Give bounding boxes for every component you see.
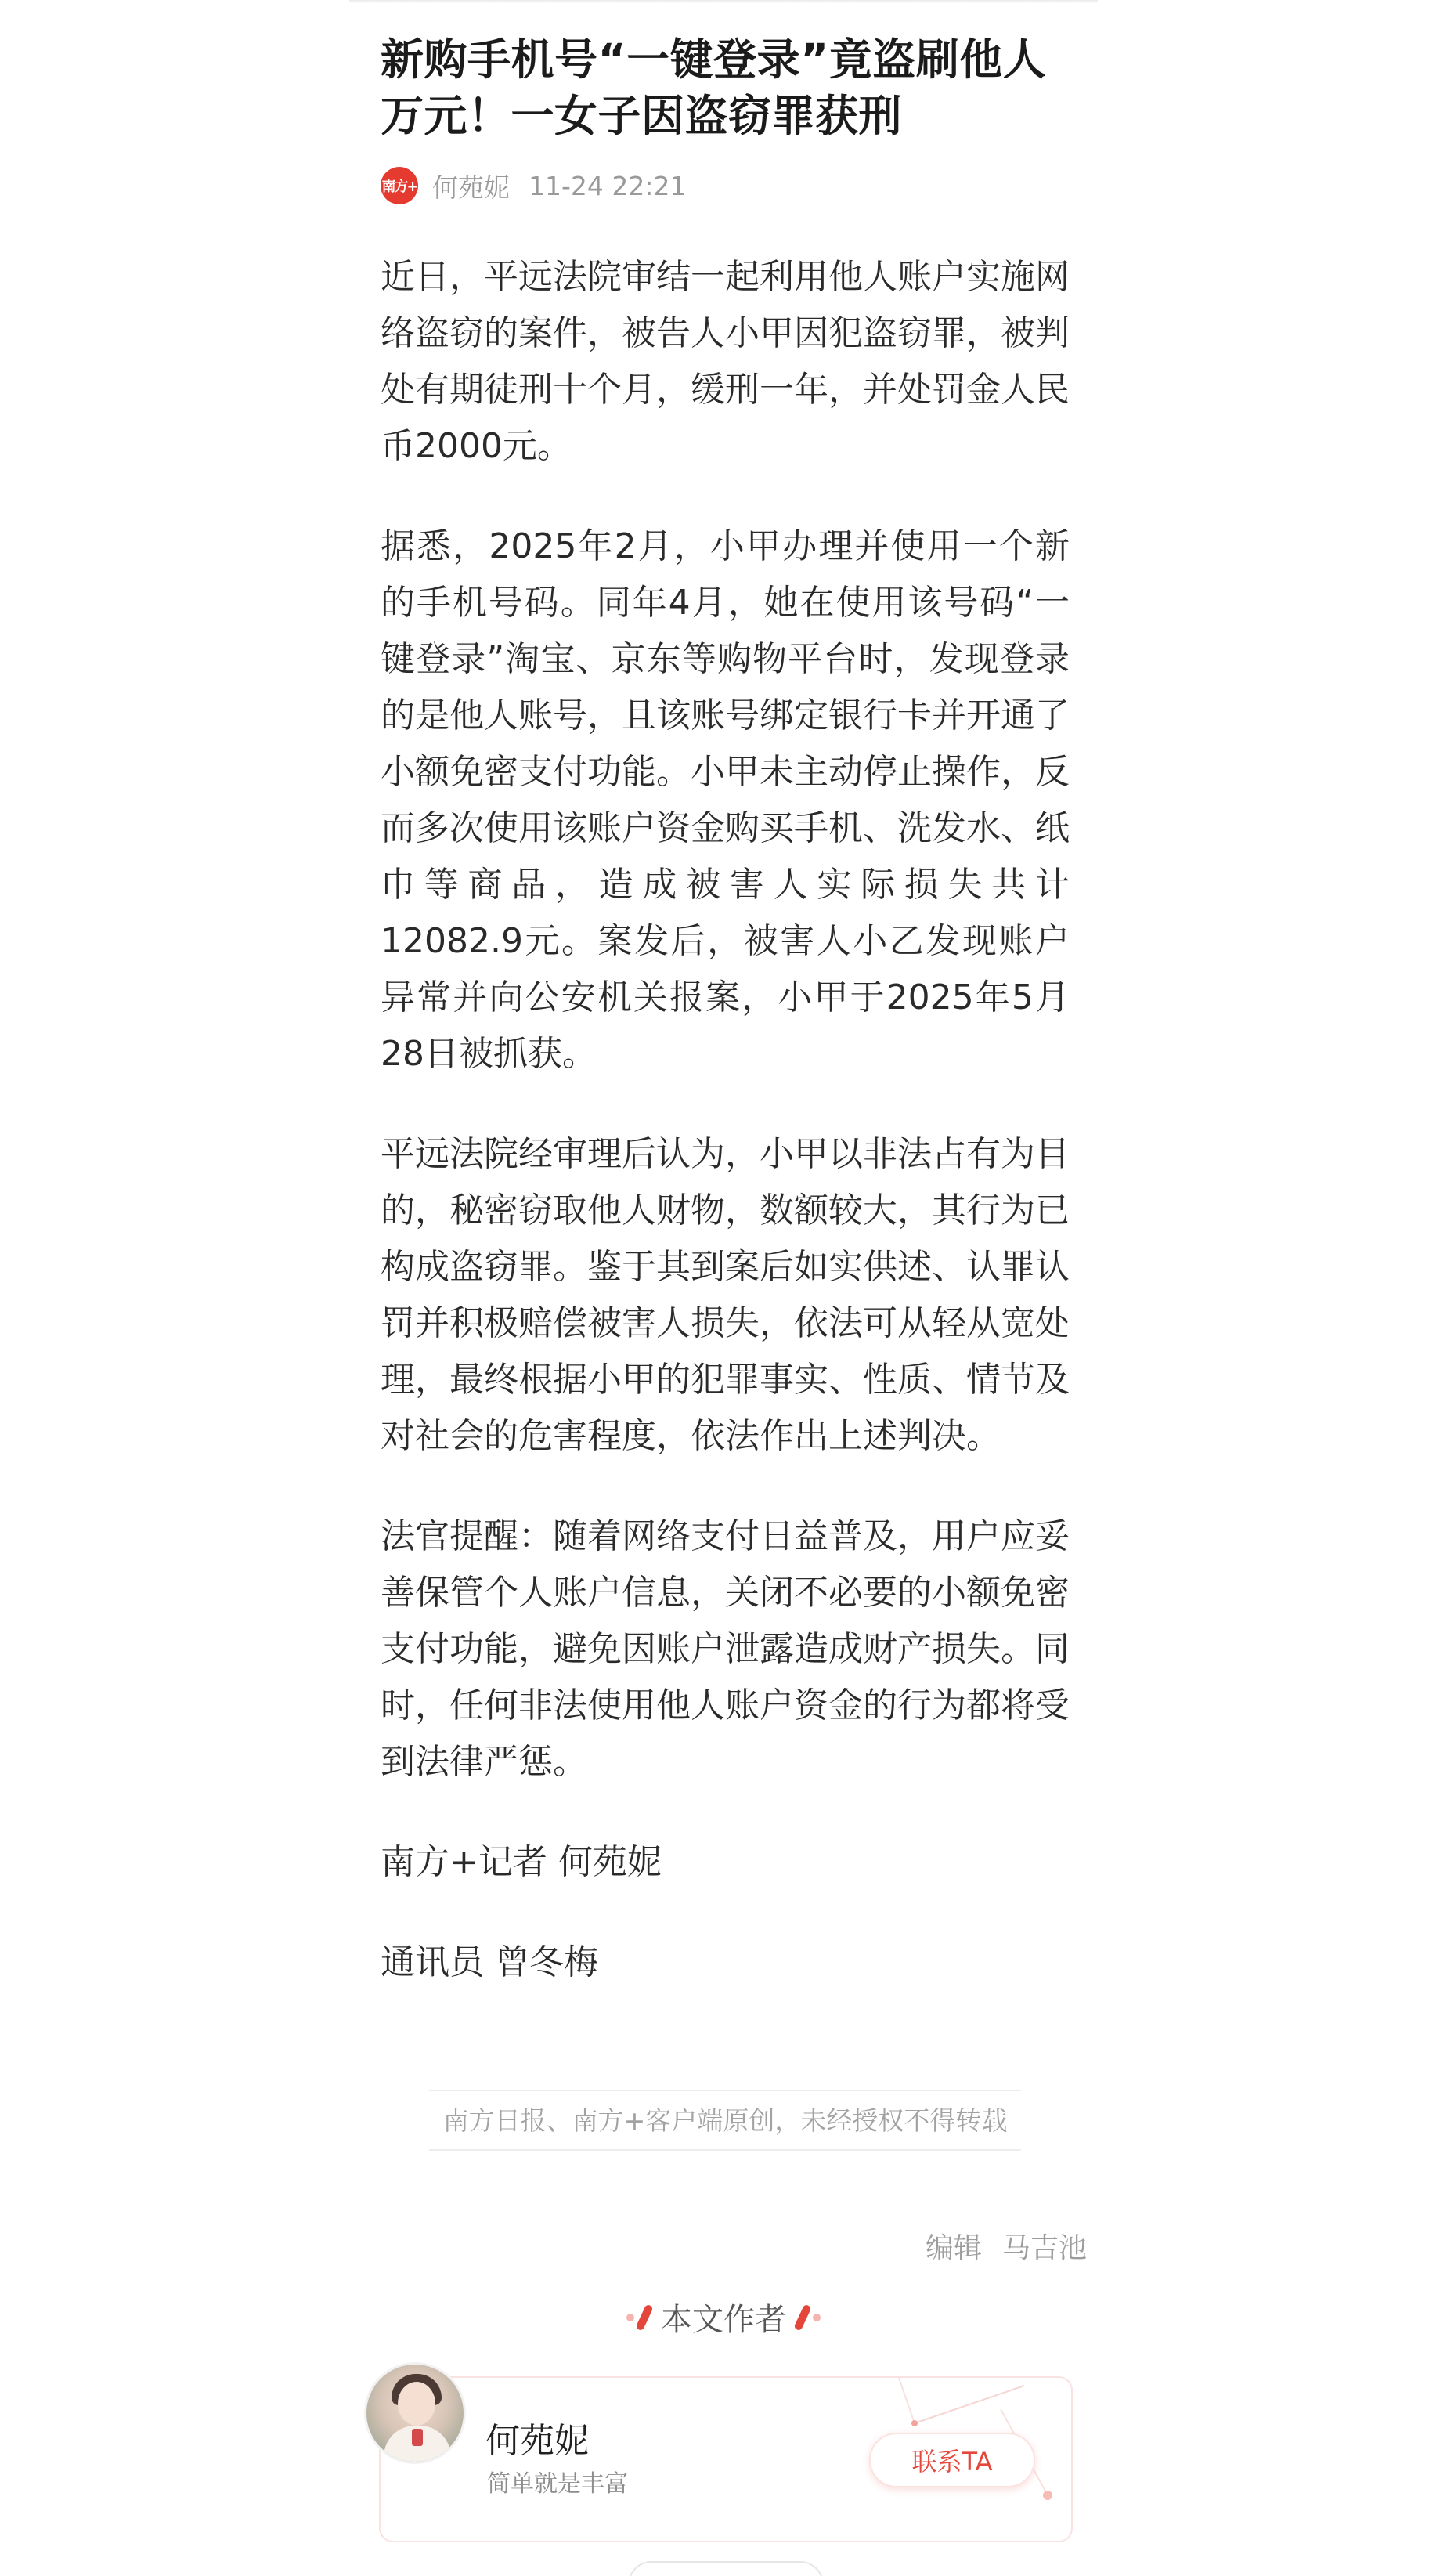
copyright-notice: 南方日报、南方+客户端原创，未经授权不得转载 <box>429 2090 1021 2151</box>
sheet-edge <box>349 0 1098 3</box>
article-title: 新购手机号“一键登录”竟盗刷他人万元！一女子因盗窃罪获刑 <box>381 34 1047 141</box>
editor-info <box>926 2226 1087 2266</box>
paragraph: 据悉，2025年2月，小甲办理并使用一个新的手机号码。同年4月，她在使用该号码“一键登录”淘宝、京东等购物平台时，发现登录的是他人账号，且该账号绑定银行卡并开通了小额免密支付功能。小甲未主动停止操作，反而多次使用该账户资金购买手机、洗发水、纸巾等商品，造成被害人实际损失共计12082.9元。案发后，被害人小乙发现账户异常并向公安机关报案，小甲于2025年5月28日被抓获。 <box>381 526 1070 1074</box>
author-card-name[interactable]: 何苑妮 <box>485 2421 589 2461</box>
author-card-bio: 简单就是丰富 <box>487 2470 628 2498</box>
slash-decoration-icon <box>799 2304 821 2331</box>
editor-label: 编辑 <box>925 2232 982 2264</box>
reporter-credit: 南方+记者 何苑妮 <box>381 1842 662 1882</box>
author-section-heading <box>0 2295 1447 2339</box>
author-avatar[interactable] <box>364 2362 466 2464</box>
paragraph: 平远法院经审理后认为，小甲以非法占有为目的，秘密窃取他人财物，数额较大，其行为已构成盗窃罪。鉴于其到案后如实供述、认罪认罚并积极赔偿被害人损失，依法可从轻从宽处理，最终根据小甲的犯罪事实、性质、情节及对社会的危害程度，依法作出上述判决。 <box>381 1134 1070 1456</box>
article-body <box>381 249 1070 1991</box>
article-content <box>381 31 1070 2035</box>
paragraph: 近日，平远法院审结一起利用他人账户实施网络盗窃的案件，被告人小甲因犯盗窃罪，被判处有期徒刑十个月，缓刑一年，并处罚金人民币2000元。 <box>381 257 1070 466</box>
author-link[interactable]: 何苑妮 <box>432 172 510 203</box>
paragraph: 法官提醒：随着网络支付日益普及，用户应妥善保管个人账户信息，关闭不必要的小额免密支付功能，避免因账户泄露造成财产损失。同时，任何非法使用他人账户资金的行为都将受到法律严惩。 <box>381 1516 1070 1782</box>
contact-author-button[interactable]: 联系TA <box>869 2433 1035 2487</box>
article-meta <box>381 166 1070 205</box>
bottom-action-button[interactable] <box>628 2561 824 2576</box>
author-heading-text: 本文作者 <box>661 2302 786 2338</box>
publish-time: 11-24 22:21 <box>529 170 687 201</box>
source-logo-icon: 南方+ <box>381 167 418 204</box>
correspondent-credit: 通讯员 曾冬梅 <box>381 1942 598 1982</box>
slash-decoration-icon <box>626 2304 648 2331</box>
editor-name: 马吉池 <box>1001 2232 1087 2264</box>
